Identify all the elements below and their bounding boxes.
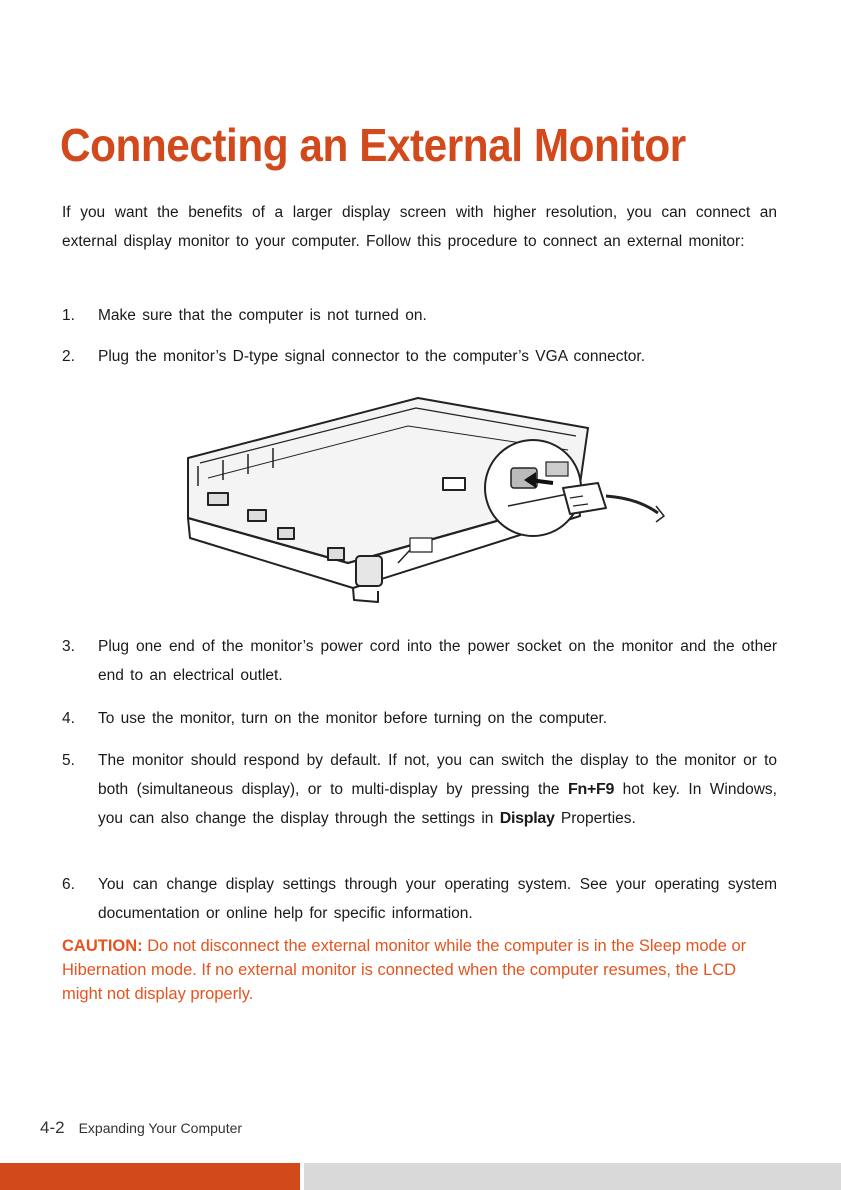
step-5-text-part-2: hot key. In Windows, you can also change the display through the settings in — [98, 781, 777, 827]
step-3 — [62, 632, 777, 690]
step-4 — [62, 704, 777, 733]
step-5-text-part-1: The monitor should respond by default. If not, you can switch the display to the monitor or to both (simultaneous display), or to multi-display by pressing the — [98, 752, 777, 798]
step-text: Plug one end of the monitor’s power cord into the power socket on the monitor and the other end to an electrical outlet. — [98, 638, 777, 684]
footer-accent-bar — [0, 1163, 300, 1190]
step-2 — [62, 342, 777, 371]
step-text: Make sure that the computer is not turned on. — [98, 307, 427, 324]
step-5 — [62, 746, 777, 833]
step-6 — [62, 870, 777, 928]
page-title: Connecting an External Monitor — [60, 119, 686, 171]
step-text: To use the monitor, turn on the monitor before turning on the computer. — [98, 710, 608, 727]
step-number: 4. — [62, 710, 75, 727]
caution-notice — [62, 934, 777, 1006]
step-number: 1. — [62, 307, 75, 324]
caution-text: Do not disconnect the external monitor while the computer is in the Sleep mode or Hibernation mode. If no external monitor is connected when the computer resumes, the LCD might not display properly. — [62, 937, 747, 1003]
laptop-vga-connection-illustration — [178, 388, 668, 610]
step-text: Plug the monitor’s D-type signal connector to the computer’s VGA connector. — [98, 348, 645, 365]
step-1 — [62, 301, 777, 330]
footer-section-title: Expanding Your Computer — [78, 1120, 243, 1136]
step-number: 3. — [62, 638, 75, 655]
footer-gray-bar — [304, 1163, 841, 1190]
step-text: You can change display settings through your operating system. See your operating system documentation or online help for specific information. — [98, 876, 777, 922]
hotkey-fn-f9: Fn+F9 — [568, 781, 615, 798]
caution-label: CAUTION: — [62, 937, 143, 955]
step-5-text-part-3: Properties. — [560, 810, 636, 827]
step-text — [98, 746, 777, 833]
step-number: 6. — [62, 876, 75, 893]
display-settings-name: Display — [499, 810, 555, 827]
step-number: 5. — [62, 752, 75, 769]
step-number: 2. — [62, 348, 75, 365]
page-footer — [40, 1118, 242, 1138]
page-number: 4-2 — [40, 1118, 65, 1137]
intro-paragraph: If you want the benefits of a larger display screen with higher resolution, you can connect an external display monitor to your computer. Follow this procedure to connect an external monitor: — [62, 204, 777, 250]
